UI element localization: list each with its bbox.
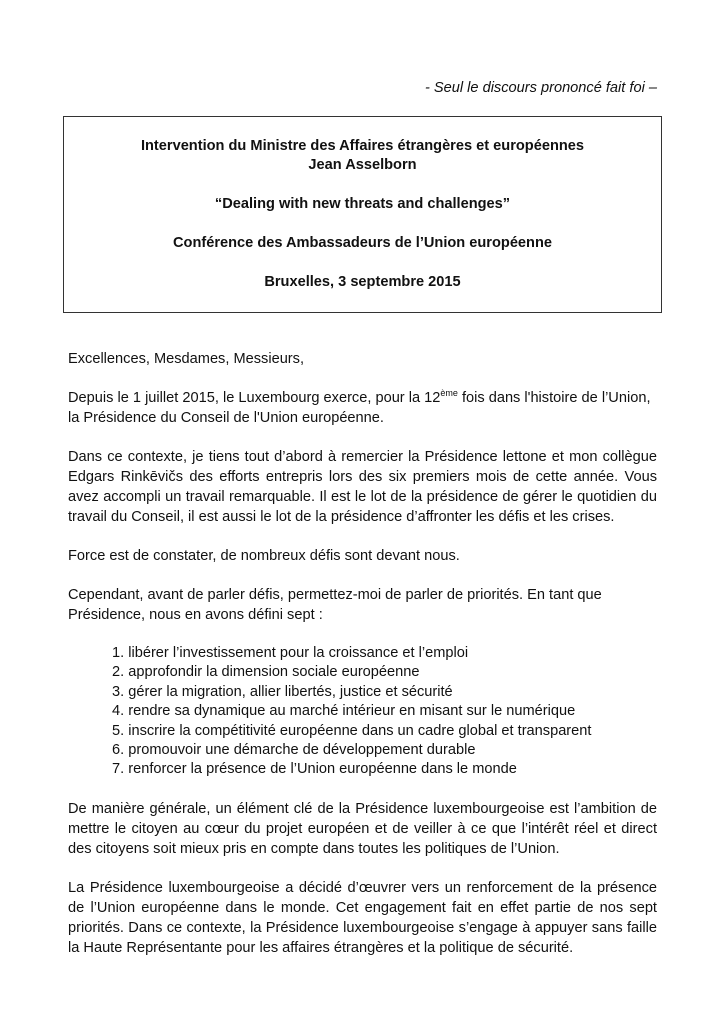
list-item-number: 4. — [112, 703, 125, 720]
paragraph-4: Cependant, avant de parler défis, permettez-moi de parler de priorités. En tant que Présidence, nous en avons défini sept : — [68, 587, 602, 623]
list-item — [112, 702, 657, 721]
list-item-text: libérer l’investissement pour la croissance et l’emploi — [128, 645, 469, 661]
list-item-number: 3. — [112, 683, 125, 700]
place-date: Bruxelles, 3 septembre 2015 — [264, 274, 461, 290]
paragraph-5: De manière générale, un élément clé de la Présidence luxembourgeoise est l’ambition de mettre le citoyen au cœur du projet européen et de veiller à ce que l’intérêt réel et direct des citoyens soit mieux pris en compte dans toutes les politiques de l’Union. — [68, 800, 657, 857]
paragraph-1-part-a: Depuis le 1 juillet 2015, le Luxembourg exerce, pour la 12 — [68, 390, 441, 406]
priorities-list — [68, 644, 657, 780]
paragraph-3: Force est de constater, de nombreux défis sont devant nous. — [68, 548, 460, 564]
document-body — [68, 349, 657, 977]
list-item — [112, 722, 657, 741]
list-item-text: renforcer la présence de l’Union européenne dans le monde — [128, 761, 517, 778]
disclaimer: - Seul le discours prononcé fait foi – — [424, 80, 657, 96]
list-item-text: gérer la migration, allier libertés, justice et sécurité — [128, 683, 453, 700]
greeting: Excellences, Mesdames, Messieurs, — [68, 351, 305, 367]
speech-title: “Dealing with new threats and challenges” — [214, 196, 511, 212]
list-item-text: promouvoir une démarche de développement durable — [128, 742, 476, 759]
title-line-2: Jean Asselborn — [308, 157, 417, 173]
list-item — [112, 663, 657, 682]
event-name: Conférence des Ambassadeurs de l’Union européenne — [173, 235, 552, 251]
list-item-number: 5. — [112, 722, 125, 739]
title-box — [63, 116, 662, 313]
paragraph-2: Dans ce contexte, je tiens tout d’abord à remercier la Présidence lettone et mon collègue Edgars Rinkēvičs des efforts entrepris lors des six premiers mois de cette année. Vous avez accompli un travail remarquable. Il est le lot de la présidence de gérer le quotidien du travail du Conseil, il est aussi le lot de la présidence d’affronter les défis et les crises. — [68, 449, 657, 525]
list-item-number: 2. — [112, 664, 125, 681]
list-item — [112, 644, 657, 663]
list-item — [112, 760, 657, 779]
list-item — [112, 683, 657, 702]
list-item-text: rendre sa dynamique au marché intérieur en misant sur le numérique — [128, 703, 576, 720]
list-item-text: inscrire la compétitivité européenne dans un cadre global et transparent — [128, 722, 592, 739]
list-item-number: 7. — [112, 761, 125, 778]
paragraph-6: La Présidence luxembourgeoise a décidé d’œuvrer vers un renforcement de la présence de l’Union européenne dans le monde. Cet engagement fait en effet partie de nos sept priorités. Dans ce contexte, la Présidence luxembourgeoise s’engage à appuyer sans faille la Haute Représentante pour les affaires étrangères et la politique de sécurité. — [68, 879, 657, 956]
ordinal-superscript: ème — [440, 388, 458, 398]
list-item-text: approfondir la dimension sociale européenne — [128, 664, 420, 681]
title-line-1: Intervention du Ministre des Affaires étrangères et européennes — [140, 138, 585, 154]
paragraph-1 — [68, 388, 657, 428]
list-item-number: 6. — [112, 742, 125, 759]
paragraph-1-part-b: fois dans l'histoire de l’Union, la Présidence du Conseil de l'Union européenne. — [68, 390, 651, 426]
list-item — [112, 741, 657, 760]
list-item-number: 1. — [112, 645, 125, 661]
